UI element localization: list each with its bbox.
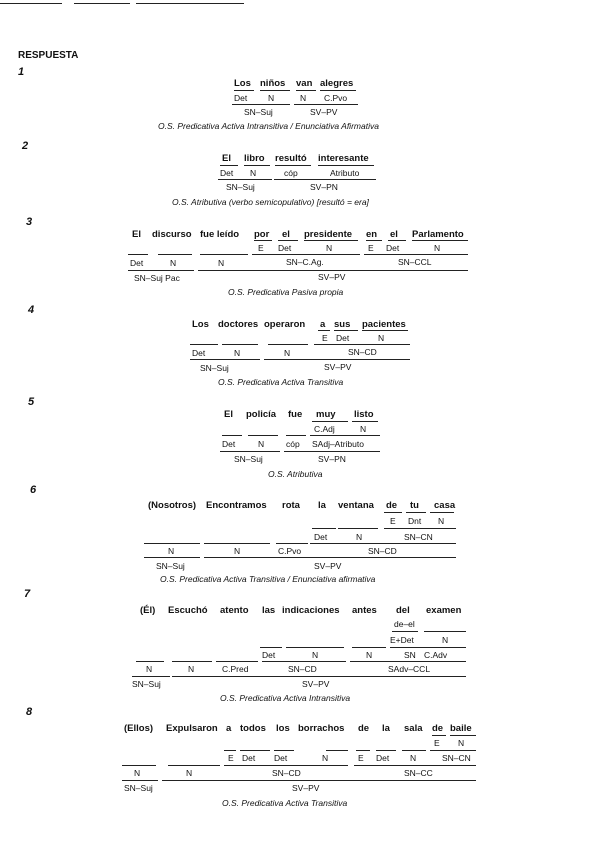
word: Escuchó: [168, 605, 208, 616]
tag: Det: [242, 753, 256, 763]
tag: N: [312, 650, 319, 660]
word: indicaciones: [282, 605, 340, 616]
tag: N: [356, 532, 363, 542]
caption: O.S. Predicativa Activa Transitiva / Enunciativa afirmativa: [160, 574, 376, 584]
group: SN–CD: [288, 664, 317, 674]
group: SV–PV: [314, 561, 342, 571]
word: ventana: [338, 500, 374, 511]
tag: C.Adv: [424, 650, 448, 660]
group: SV–PV: [318, 272, 346, 282]
word: libro: [244, 153, 265, 164]
word: atento: [220, 605, 249, 616]
word: de: [386, 500, 398, 511]
word: la: [318, 500, 326, 511]
word: todos: [240, 723, 266, 734]
tag: Det: [220, 168, 234, 178]
word: (Nosotros): [148, 500, 197, 511]
tag: N: [188, 664, 195, 674]
tag: N: [442, 635, 449, 645]
group: SN–CD: [368, 546, 397, 556]
tag: E: [322, 333, 328, 343]
tag: Dnt: [408, 516, 422, 526]
word: sus: [334, 319, 351, 330]
exercise-number: 7: [24, 588, 31, 600]
caption: O.S. Predicativa Activa Transitiva: [218, 377, 344, 387]
word: El: [224, 409, 233, 420]
group: SV–PV: [324, 362, 352, 372]
caption: O.S. Atributiva: [268, 469, 323, 479]
group: SN–Suj: [200, 363, 229, 373]
exercise-number: 2: [22, 140, 29, 152]
tag: Det: [278, 243, 292, 253]
tag: N: [268, 93, 275, 103]
word: interesante: [318, 153, 369, 164]
tag: SN–CN: [442, 753, 471, 763]
group: SV–PV: [310, 107, 338, 117]
word: resultó: [275, 153, 307, 164]
word: doctores: [218, 319, 259, 330]
tag: N: [134, 768, 141, 778]
tag: N: [146, 664, 153, 674]
word: (Él): [140, 605, 156, 616]
exercise-number: 1: [18, 66, 25, 78]
word: las: [262, 605, 276, 616]
tag: N: [250, 168, 257, 178]
tag: Det: [234, 93, 248, 103]
section-heading: RESPUESTA: [18, 50, 79, 61]
tag: E: [228, 753, 234, 763]
word: discurso: [152, 229, 192, 240]
word: van: [296, 78, 313, 89]
tag: N: [410, 753, 417, 763]
word: sala: [404, 723, 423, 734]
tag: Det: [274, 753, 288, 763]
word: tu: [410, 500, 419, 511]
tag: N: [366, 650, 373, 660]
tag: C.Pvo: [324, 93, 348, 103]
group: SV–PN: [310, 182, 338, 192]
tag: N: [438, 516, 445, 526]
caption: O.S. Predicativa Pasiva propia: [228, 287, 344, 297]
tag: Atributo: [330, 168, 360, 178]
word: del: [396, 605, 410, 616]
tag: SN–CN: [404, 532, 433, 542]
caption: O.S. Predicativa Activa Intransitiva: [220, 693, 351, 703]
word: la: [382, 723, 390, 734]
tag: E: [358, 753, 364, 763]
word: muy: [316, 409, 336, 420]
tag: N: [300, 93, 307, 103]
word: baile: [450, 723, 472, 734]
tag: N: [234, 546, 241, 556]
word: en: [366, 229, 378, 240]
word: El: [132, 229, 141, 240]
tag: Det: [386, 243, 400, 253]
tag: Det: [262, 650, 276, 660]
word: fue: [288, 409, 303, 420]
tag: E: [434, 738, 440, 748]
tag: N: [186, 768, 193, 778]
word: Expulsaron: [166, 723, 218, 734]
caption: O.S. Predicativa Activa Transitiva: [222, 798, 348, 808]
tag: N: [258, 439, 265, 449]
word: listo: [354, 409, 374, 420]
word: el: [282, 229, 290, 240]
tag: N: [170, 258, 177, 268]
tag: Det: [336, 333, 350, 343]
tag: de–el: [394, 619, 415, 629]
word: operaron: [264, 319, 306, 330]
word: (Ellos): [124, 723, 154, 734]
group: SV–PV: [292, 783, 320, 793]
group: SAdv–CCL: [388, 664, 431, 674]
exercise-number: 3: [26, 216, 33, 228]
word: por: [254, 229, 270, 240]
word: Los: [234, 78, 251, 89]
tag: N: [284, 348, 291, 358]
word: Parlamento: [412, 229, 464, 240]
group: SN–C.Ag.: [286, 257, 324, 267]
word: alegres: [320, 78, 354, 89]
word: a: [226, 723, 232, 734]
tag: E: [368, 243, 374, 253]
tag: E: [258, 243, 264, 253]
word: examen: [426, 605, 462, 616]
group: SN–Suj: [244, 107, 273, 117]
tag: N: [458, 738, 465, 748]
exercise-number: 8: [26, 706, 33, 718]
tag: Det: [376, 753, 390, 763]
exercise-number: 5: [28, 396, 35, 408]
word: niños: [260, 78, 286, 89]
tag: N: [360, 424, 367, 434]
word: antes: [352, 605, 377, 616]
word: los: [276, 723, 290, 734]
caption: O.S. Predicativa Activa Intransitiva / Enunciativa Afirmativa: [158, 121, 379, 131]
word: presidente: [304, 229, 353, 240]
tag: N: [218, 258, 225, 268]
group: SN–Suj: [234, 454, 263, 464]
group: SN–CCL: [398, 257, 432, 267]
tag: N: [322, 753, 329, 763]
tag: Det: [222, 439, 236, 449]
word: fue leído: [200, 229, 240, 240]
tag: N: [378, 333, 385, 343]
tag: N: [234, 348, 241, 358]
tag: N: [434, 243, 441, 253]
tag: E+Det: [390, 635, 414, 645]
group: SN–Suj: [226, 182, 255, 192]
group: SN–CD: [272, 768, 301, 778]
word: pacientes: [362, 319, 406, 330]
word: Encontramos: [206, 500, 267, 511]
word: El: [222, 153, 231, 164]
exercise-number: 6: [30, 484, 37, 496]
tag: C.Pvo: [278, 546, 302, 556]
word: rota: [282, 500, 300, 511]
word: Los: [192, 319, 209, 330]
word: de: [358, 723, 370, 734]
group: SN–CC: [404, 768, 433, 778]
tag: E: [390, 516, 396, 526]
group: SN–Suj: [124, 783, 153, 793]
word: de: [432, 723, 444, 734]
group: SN–CD: [348, 347, 377, 357]
group: SN–Suj Pac: [134, 273, 180, 283]
group: SV–PV: [302, 679, 330, 689]
group: SN–Suj: [156, 561, 185, 571]
tag: C.Adj: [314, 424, 335, 434]
tag: cóp: [284, 168, 298, 178]
tag: N: [326, 243, 333, 253]
word: el: [390, 229, 398, 240]
tag: Det: [192, 348, 206, 358]
tag: Det: [130, 258, 144, 268]
exercise-number: 4: [28, 304, 35, 316]
word: casa: [434, 500, 456, 511]
tag: cóp: [286, 439, 300, 449]
tag: Det: [314, 532, 328, 542]
tag: SAdj–Atributo: [312, 439, 364, 449]
tag: N: [168, 546, 175, 556]
word: a: [320, 319, 326, 330]
word: borrachos: [298, 723, 345, 734]
group: SN–Suj: [132, 679, 161, 689]
group: SV–PN: [318, 454, 346, 464]
tag: C.Pred: [222, 664, 249, 674]
caption: O.S. Atributiva (verbo semicopulativo) [resultó = era]: [172, 197, 369, 207]
tag: SN: [404, 650, 416, 660]
word: policía: [246, 409, 277, 420]
